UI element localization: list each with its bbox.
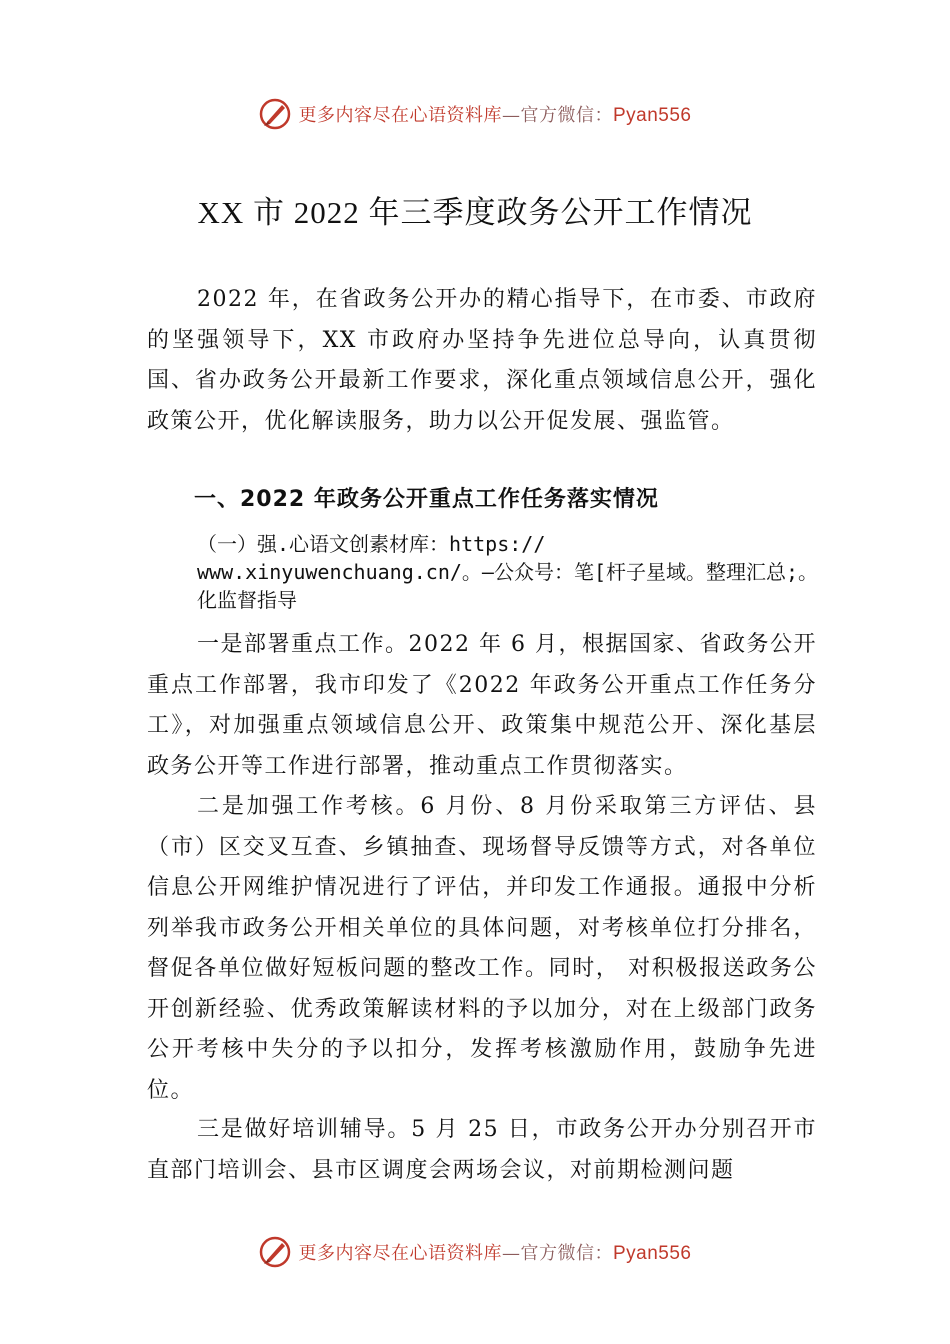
intro-paragraph-block xyxy=(147,280,817,442)
subsection-heading xyxy=(197,530,827,614)
paragraph-block xyxy=(147,787,817,1111)
banner-text: 更多内容尽在心语资料库—官方微信：Pyan556 xyxy=(298,1243,692,1264)
intro-paragraph: 2022 年，在省政务公开办的精心指导下，在市委、市政府的坚强领导下，XX 市政府办坚持争先进位总导向，认真贯彻国、省办政务公开最新工作要求，深化重点领域信息公开，强化政策公开，优化解读服务，助力以公开促发展、强监管。 xyxy=(147,287,817,434)
pen-logo-icon xyxy=(258,97,292,131)
pen-logo-icon xyxy=(258,1235,292,1269)
footer-banner xyxy=(0,1232,950,1272)
paragraph-block xyxy=(147,1110,817,1191)
paragraph-deploy: 一是部署重点工作。2022 年 6 月，根据国家、省政务公开重点工作部署，我市印发了《2022 年政务公开重点工作任务分工》，对加强重点领域信息公开、政策集中规范公开、深化基层政务公开等工作进行部署，推动重点工作贯彻落实。 xyxy=(147,632,817,779)
section-heading: 一、2022 年政务公开重点工作任务落实情况 xyxy=(194,487,659,512)
subsection-heading-line: www.xinyuwenchuang.cn/。—公众号：笔[杆子星域。整理汇总;。化监督指导 xyxy=(197,560,819,612)
subsection-heading-line: （一）强.心语文创素材库：https:// xyxy=(197,532,546,556)
banner-text: 更多内容尽在心语资料库—官方微信：Pyan556 xyxy=(298,105,692,126)
paragraph-block xyxy=(147,625,817,787)
header-banner xyxy=(0,94,950,134)
document-title: XX 市 2022 年三季度政务公开工作情况 xyxy=(197,195,753,230)
paragraph-assessment: 二是加强工作考核。6 月份、8 月份采取第三方评估、县（市）区交叉互查、乡镇抽查、现场督导反馈等方式，对各单位信息公开网维护情况进行了评估，并印发工作通报。通报中分析列举我市政务公开相关单位的具体问题，对考核单位打分排名，督促各单位做好短板问题的整改工作。同时， 对积极报送政务公开创新经验、优秀政策解读材料的予以加分，对在上级部门政务公开考核中失分的予以扣分，发挥考核激励作用，鼓励争先进位。 xyxy=(147,794,817,1103)
paragraph-training: 三是做好培训辅导。5 月 25 日，市政务公开办分别召开市直部门培训会、县市区调度会两场会议，对前期检测问题 xyxy=(147,1117,817,1183)
